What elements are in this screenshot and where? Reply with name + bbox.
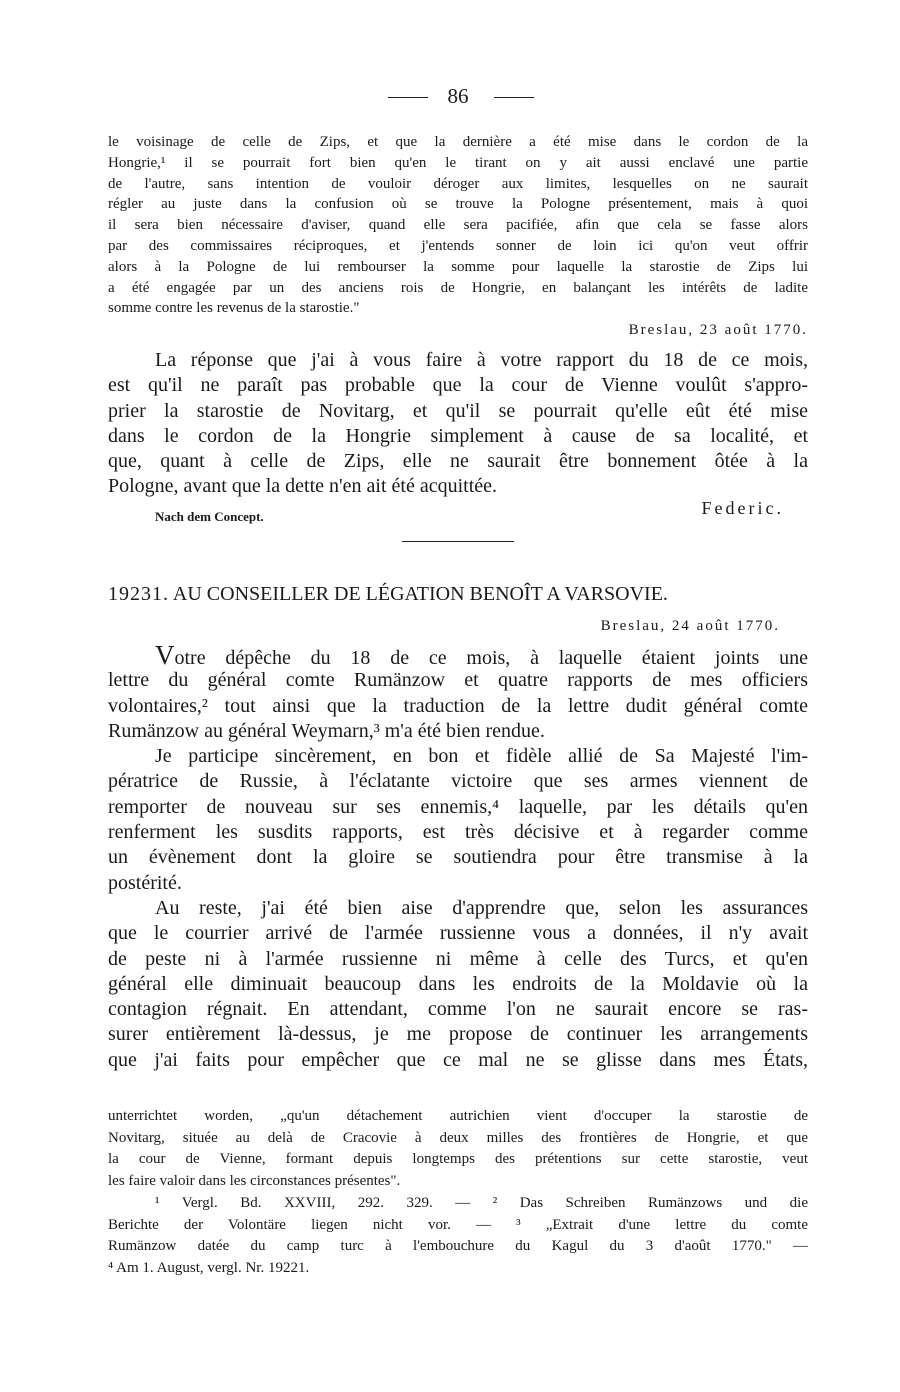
text-line: alors à la Pologne de lui rembourser la somme pour laquelle la starostie de Zips lui [108,258,808,275]
header-dash-left [388,97,428,98]
text-line: surer entièrement là-dessus, je me propose de continuer les arrangements [108,1023,808,1046]
text-line: que j'ai faits pour empêcher que ce mal ne se glisse dans mes États, [108,1048,808,1071]
dateline-letter-2: Breslau, 24 août 1770. [600,618,780,634]
letter-title: AU CONSEILLER DE LÉGATION BENOÎT A VARSOVIE. [172,583,668,605]
text-line: est qu'il ne paraît pas probable que la cour de Vienne voulût s'appro- [108,374,808,397]
text-line: Au reste, j'ai été bien aise d'apprendre que, selon les assurances [155,896,808,919]
text-line: que le courrier arrivé de l'armée russienne vous a données, il n'y avait [108,922,808,945]
dateline-letter-1: Breslau, 23 août 1770. [628,322,808,338]
text-line: il sera bien nécessaire d'aviser, quand elle sera pacifiée, afin que cela se fasse alors [108,217,808,234]
text-line: a été engagée par un des anciens rois de Hongrie, en balançant les intérêts de ladite [108,279,808,296]
page-header [108,84,808,109]
text-line: de l'autre, sans intention de vouloir déroger aux limites, lesquelles on ne saurait [108,175,808,192]
text-line: La réponse que j'ai à vous faire à votre rapport du 18 de ce mois, [155,349,808,371]
text-line: le voisinage de celle de Zips, et que la dernière a été mise dans le cordon de la [108,134,808,150]
text-line: Novitarg, située au delà de Cracovie à deux milles des frontières de Hongrie, et que [108,1129,808,1146]
text-line: Hongrie,¹ il se pourrait fort bien qu'en le tirant on y ait aussi enclavé une partie [108,154,808,171]
footnote-line: ⁴ Am 1. August, vergl. Nr. 19221. [108,1259,310,1276]
text-line [108,640,808,670]
text-line: somme contre les revenus de la starostie." [108,300,360,317]
text-line: contagion régnait. En attendant, comme l'on ne saurait encore se ras- [108,998,808,1021]
text-line: un évènement dont la gloire se soutiendra pour être transmise à la [108,846,808,869]
footnote-line: ¹ Vergl. Bd. XXVIII, 292. 329. — ² Das Schreiben Rumänzows und die [155,1195,808,1211]
text-run: otre dépêche du 18 de ce mois, à laquelle étaient joints une [174,647,808,669]
footnote-line: Berichte der Volontäre liegen nicht vor. — ³ „Extrait d'une lettre du comte [108,1216,808,1233]
text-line: de peste ni à l'armée russienne ni même à celle des Turcs, et qu'en [108,947,808,970]
text-line: lettre du général comte Rumänzow et quatre rapports de mes officiers [108,669,808,692]
text-line: Rumänzow au général Weymarn,³ m'a été bien rendue. [108,719,545,742]
text-line: prier la starostie de Novitarg, et qu'il se pourrait qu'elle eût été mise [108,399,808,422]
section-divider [402,541,514,542]
text-line: remporter de nouveau sur ses ennemis,⁴ laquelle, par les détails qu'en [108,795,808,818]
text-line: dans le cordon de la Hongrie simplement à cause de sa localité, et [108,424,808,447]
text-line: la cour de Vienne, formant depuis longtemps des prétentions sur cette starostie, veut [108,1151,808,1167]
book-page [108,0,808,1392]
letter-2-heading [108,583,808,606]
source-note: Nach dem Concept. [155,509,264,524]
signature: Federic. [701,498,784,518]
text-line: général elle diminuait beaucoup dans les endroits de la Moldavie où la [108,972,808,995]
letter-2-body [108,640,808,1073]
header-dash-right [494,97,534,98]
footnotes [108,1193,808,1279]
text-line: les faire valoir dans les circonstances présentes". [108,1172,401,1189]
text-line: renferment les susdits rapports, est très décisive et à regarder comme [108,821,808,844]
initial-letter: V [155,640,175,670]
footnote-continued [108,1106,808,1192]
text-line: par des commissaires réciproques, et j'entends sonner de loin ici qu'on veut offrir [108,237,808,254]
text-line: postérité. [108,871,182,894]
text-line: unterrichtet worden, „qu'un détachement autrichien vient d'occuper la starostie de [108,1108,808,1124]
text-line: Je participe sincèrement, en bon et fidèle allié de Sa Majesté l'im- [155,745,808,768]
letter-number: 19231. [108,583,169,605]
text-line: pératrice de Russie, à l'éclatante victoire que ses armes viennent de [108,770,808,793]
page-number: 86 [447,84,469,108]
footnote-line: Rumänzow datée du camp turc à l'embouchure du Kagul du 3 d'août 1770." — [108,1238,808,1254]
text-line: que, quant à celle de Zips, elle ne saurait être bonnement ôtée à la [108,450,808,473]
continuation-text [108,132,808,319]
text-line: Pologne, avant que la dette n'en ait été acquittée. [108,475,498,498]
letter-1-body [108,348,808,500]
text-line: régler au juste dans la confusion où se trouve la Pologne présentement, mais à quoi [108,196,808,213]
text-line: volontaires,² tout ainsi que la traduction de la lettre dudit général comte [108,694,808,717]
